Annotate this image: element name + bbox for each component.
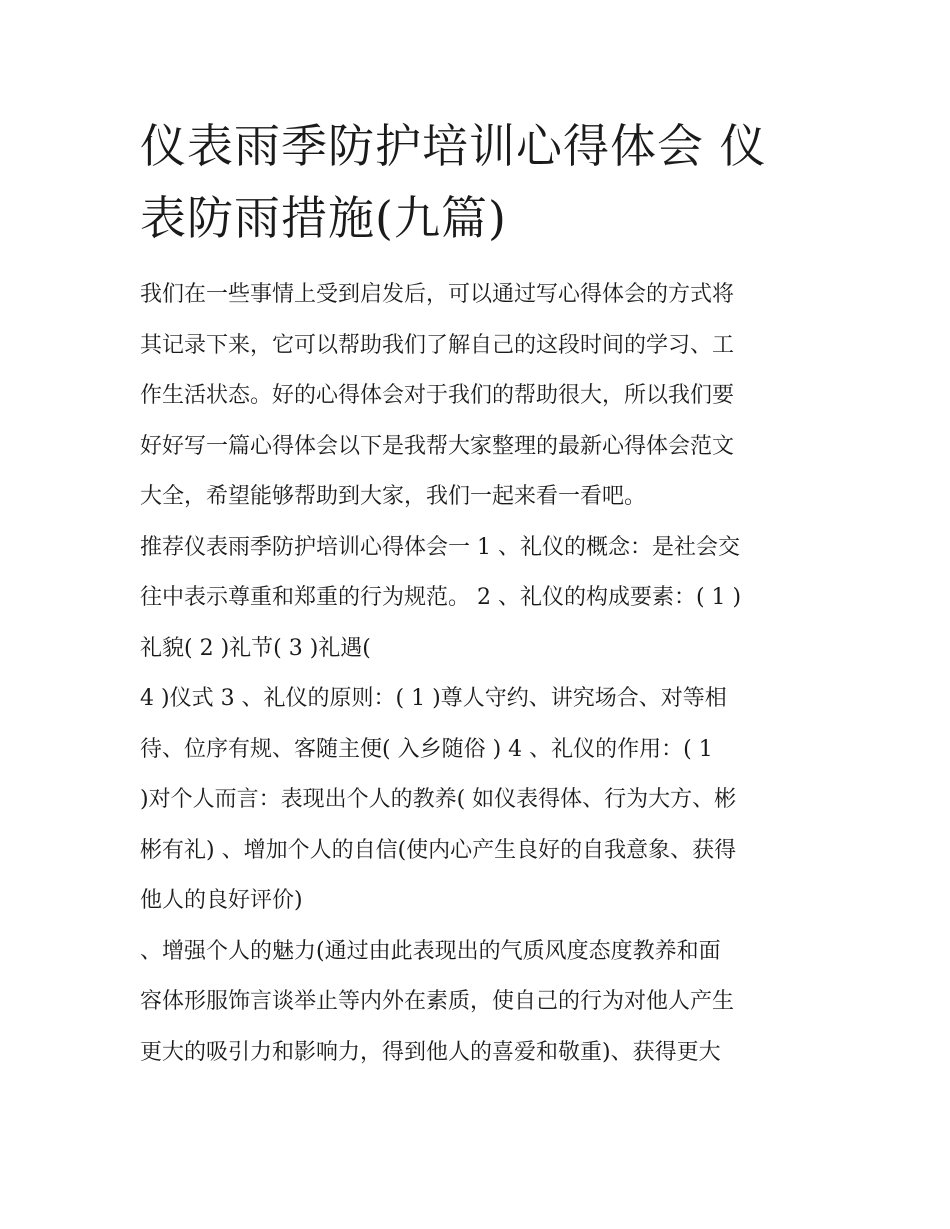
text-line: 大全，希望能够帮助到大家，我们一起来看一看吧。: [140, 484, 647, 509]
body-paragraph: [140, 523, 812, 1079]
text-line: 、增强个人的魅力(通过由此表现出的气质风度态度教养和面: [140, 938, 721, 964]
text-line: 待、位序有规、客随主便( 入乡随俗 ) 4 、礼仪的作用：( 1: [140, 736, 713, 762]
document-content: [140, 110, 812, 1078]
text-line: 4 )仪式 3 、礼仪的原则：( 1 )尊人守约、讲究场合、对等相: [140, 686, 727, 711]
text-line: 其记录下来，它可以帮助我们了解自己的这段时间的学习、工: [140, 332, 735, 358]
text-line: 好好写一篇心得体会以下是我帮大家整理的最新心得体会范文: [140, 433, 735, 459]
text-line: 礼貌( 2 )礼节( 3 )礼遇(: [140, 635, 371, 661]
text-line: 彬有礼) 、增加个人的自信(使内心产生良好的自我意象、获得: [140, 837, 737, 863]
intro-paragraph: [140, 270, 812, 523]
text-line: 我们在一些事情上受到启发后，可以通过写心得体会的方式将: [140, 282, 735, 307]
text-line: 作生活状态。好的心得体会对于我们的帮助很大，所以我们要: [140, 383, 735, 408]
document-title: [140, 110, 812, 254]
text-line: 容体形服饰言谈举止等内外在素质，使自己的行为对他人产生: [140, 989, 735, 1014]
text-line: )对个人而言：表现出个人的教养( 如仪表得体、行为大方、彬: [140, 787, 737, 812]
text-line: 他人的良好评价): [140, 888, 303, 913]
title-line: 仪表雨季防护培训心得体会 仪: [140, 119, 767, 173]
text-line: 往中表示尊重和郑重的行为规范。 2 、礼仪的构成要素：( 1 ): [140, 585, 742, 610]
text-line: 推荐仪表雨季防护培训心得体会一 1 、礼仪的概念：是社会交: [140, 534, 740, 560]
title-line: 表防雨措施(九篇): [140, 191, 507, 245]
text-line: 更大的吸引力和影响力，得到他人的喜爱和敬重)、获得更大: [140, 1039, 721, 1065]
